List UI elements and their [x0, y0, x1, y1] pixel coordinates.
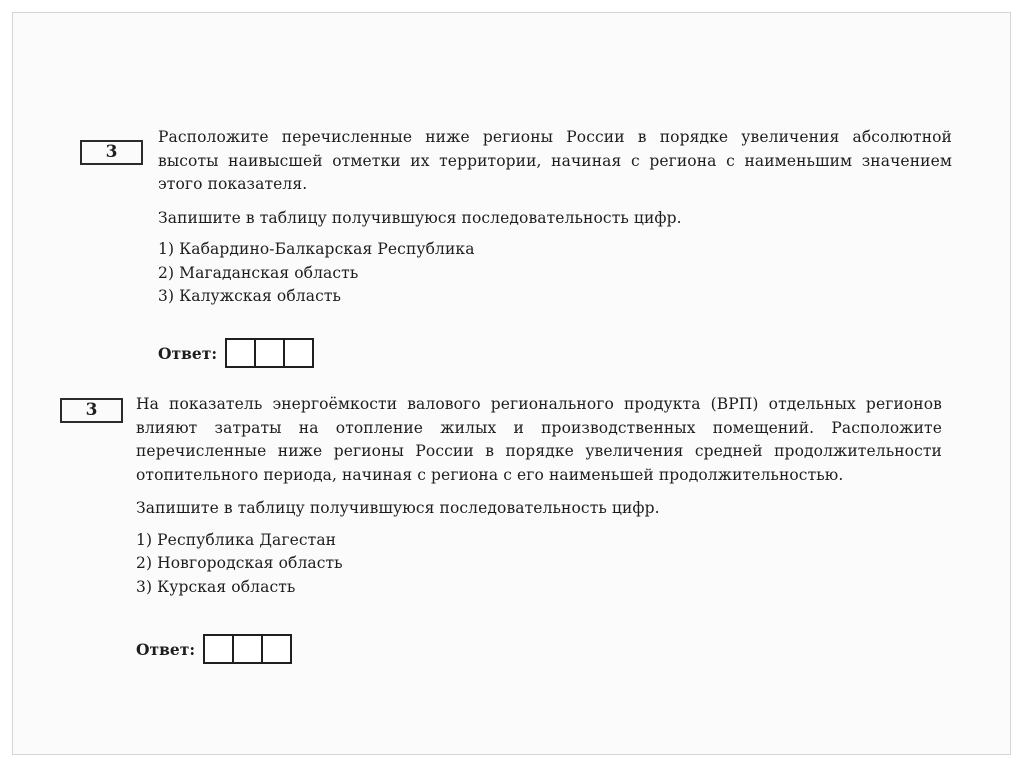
task-1-answer-row — [158, 338, 314, 368]
task-1-option-2: 2) Магаданская область — [158, 263, 359, 282]
task-2-answer-cell-2[interactable] — [234, 636, 263, 662]
task-1-option-3: 3) Калужская область — [158, 287, 342, 305]
task-1-text — [158, 126, 952, 309]
task-2-question: На показатель энергоёмкости валового регионального продукта (ВРП) отдельных регионов влияют затраты на отопление жилых и производственных помещений. Расположите перечисленные ниже регионы России в порядке увеличения средней продолжительности отопительного периода, начиная с региона с его наименьшей продолжительностью. — [136, 395, 942, 484]
task-2-option-3: 3) Курская область — [136, 577, 296, 596]
task-1-options — [158, 238, 952, 309]
task-1-answer-cells — [225, 338, 314, 368]
task-1-option-1: 1) Кабардино-Балкарская Республика — [158, 240, 475, 258]
task-1-answer-label: Ответ: — [158, 343, 218, 363]
task-2-answer-cell-1[interactable] — [205, 636, 234, 662]
task-2-options — [136, 529, 942, 600]
task-1-number-box: 3 — [80, 140, 143, 165]
task-1-instruction: Запишите в таблицу получившуюся последовательность цифр. — [158, 208, 682, 227]
task-2-answer-label: Ответ: — [136, 639, 196, 659]
task-1-answer-cell-3[interactable] — [285, 340, 312, 366]
task-1-question: Расположите перечисленные ниже регионы России в порядке увеличения абсолютной высоты наивысшей отметки их территории, начиная с региона с наименьшим значением этого показателя. — [158, 128, 952, 193]
task-2-option-1: 1) Республика Дагестан — [136, 530, 337, 549]
task-2-text — [136, 393, 942, 599]
task-2-number-box: 3 — [60, 398, 123, 423]
task-2-instruction: Запишите в таблицу получившуюся последовательность цифр. — [136, 499, 660, 517]
task-2-answer-cells — [203, 634, 292, 664]
task-1-answer-cell-1[interactable] — [227, 340, 256, 366]
task-1-answer-cell-2[interactable] — [256, 340, 285, 366]
task-2-answer-row — [136, 634, 292, 664]
task-2-option-2: 2) Новгородская область — [136, 554, 343, 572]
task-2-answer-cell-3[interactable] — [263, 636, 290, 662]
